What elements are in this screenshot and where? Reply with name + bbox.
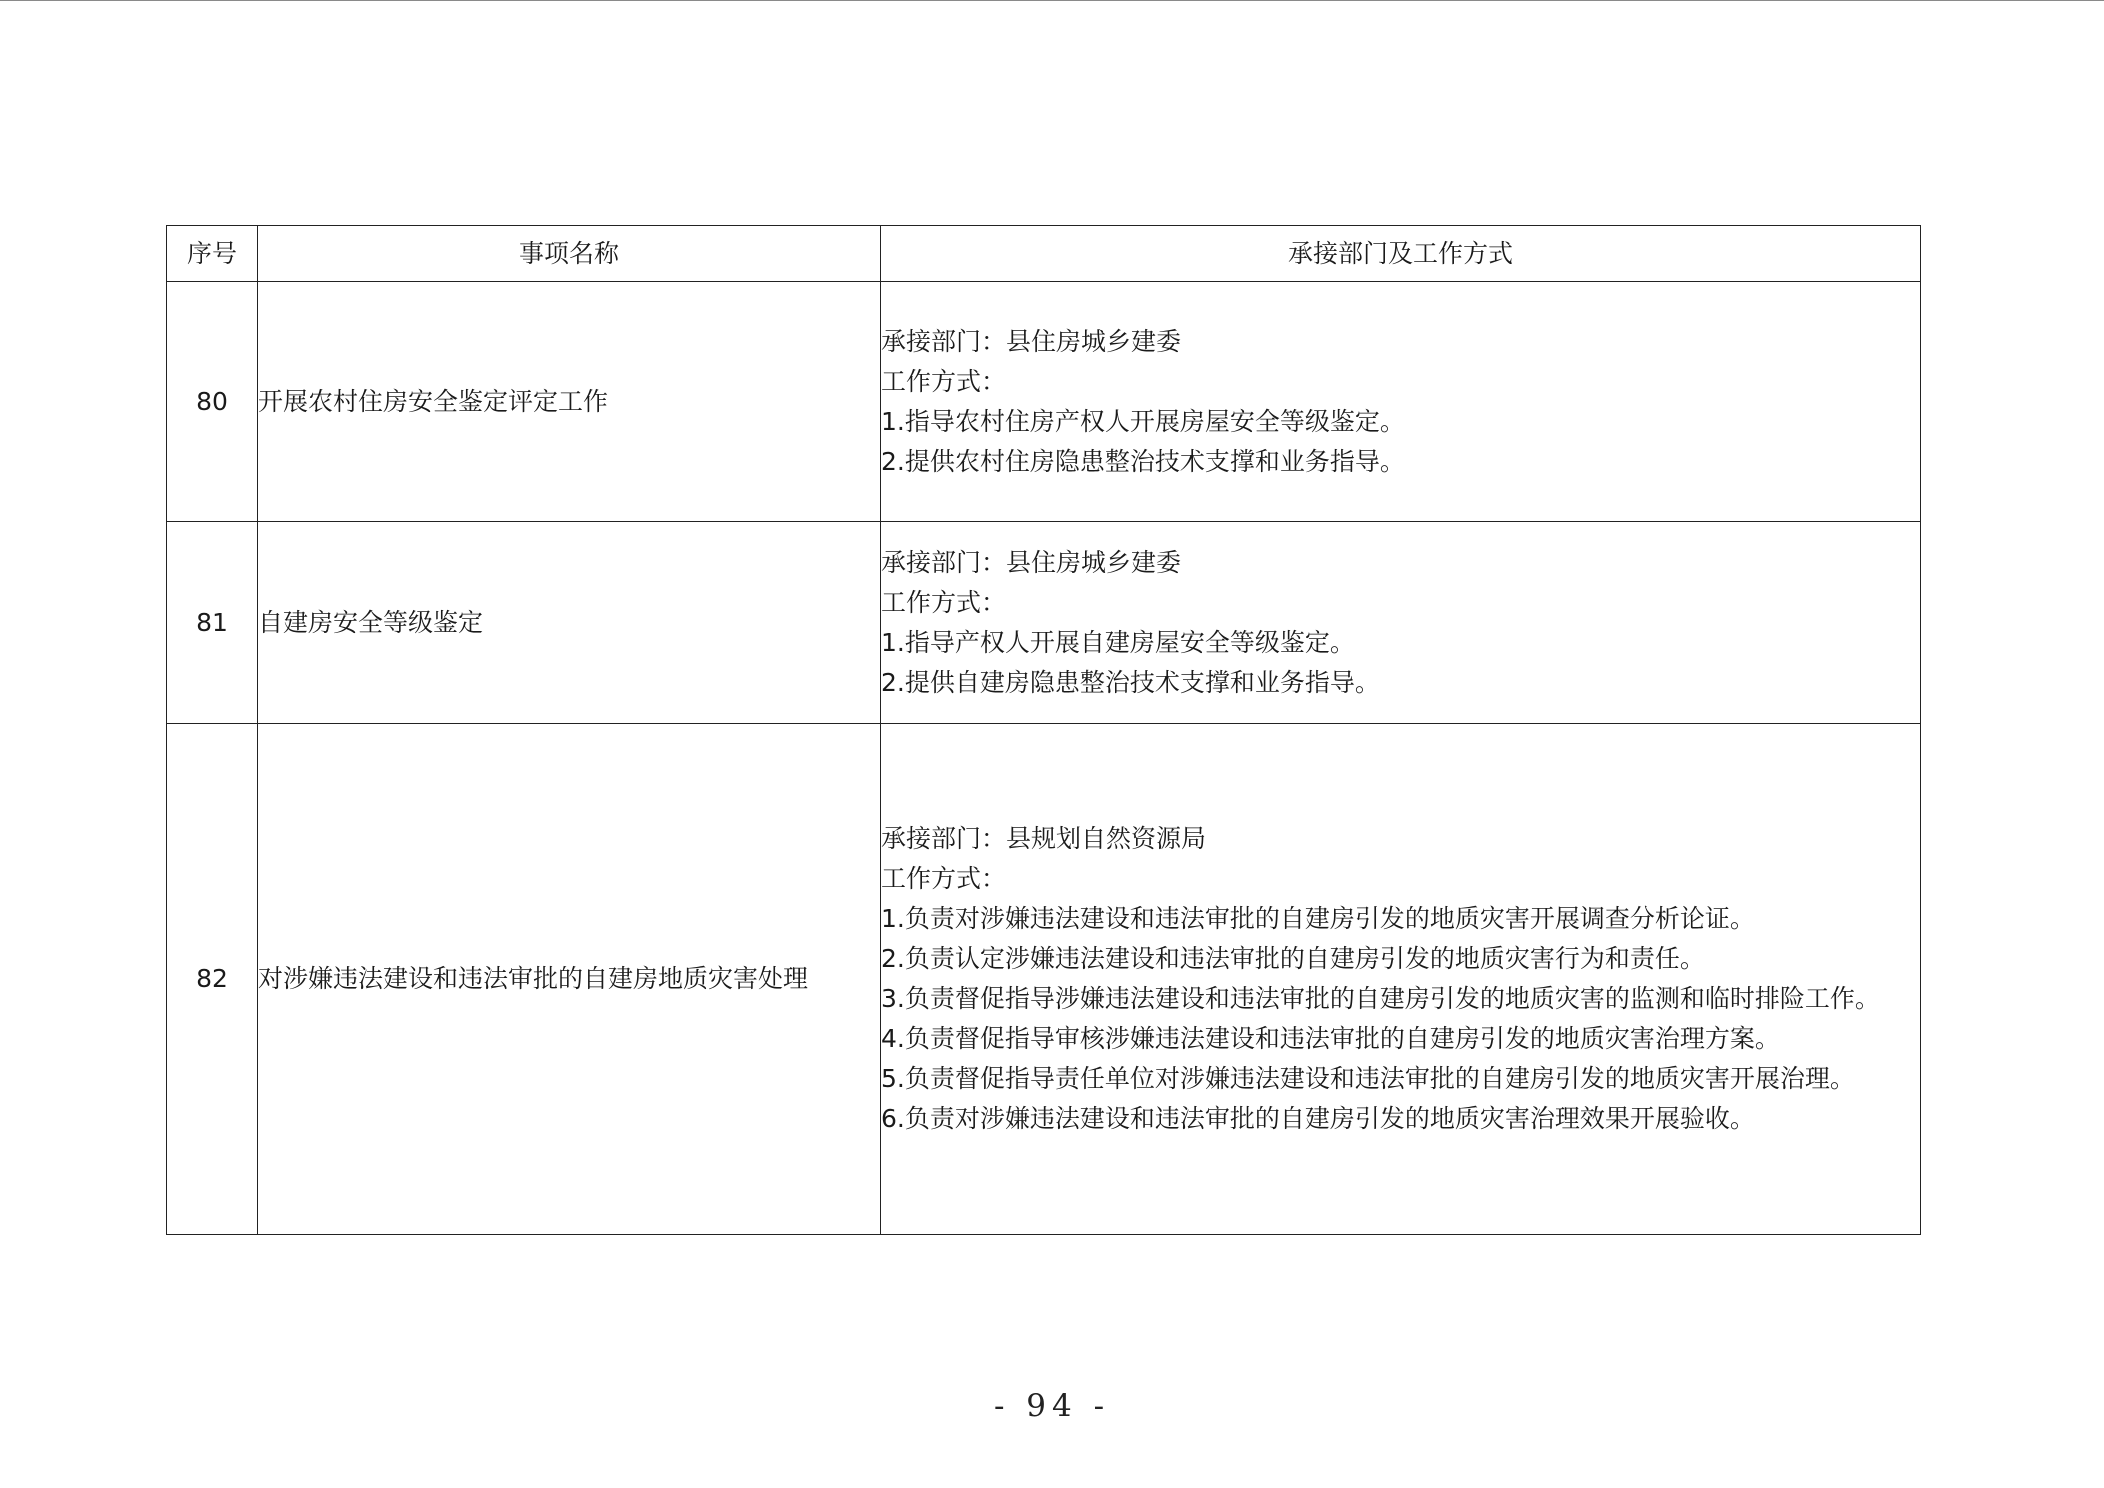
method-step: 5.负责督促指导责任单位对涉嫌违法建设和违法审批的自建房引发的地质灾害开展治理。 [881,1064,1855,1093]
header-no: 序号 [167,226,258,282]
item-name: 对涉嫌违法建设和违法审批的自建房地质灾害处理 [258,724,881,1235]
method-step: 6.负责对涉嫌违法建设和违法审批的自建房引发的地质灾害治理效果开展验收。 [881,1104,1755,1133]
page-number: - 94 - [993,1388,1111,1424]
item-name: 自建房安全等级鉴定 [258,522,881,724]
method-label: 工作方式： [881,587,1007,617]
table-row [167,522,1921,724]
row-number: 81 [167,522,258,724]
method-label: 工作方式： [881,864,1007,893]
method-step: 2.提供农村住房隐患整治技术支撑和业务指导。 [881,446,1405,476]
method-step: 4.负责督促指导审核涉嫌违法建设和违法审批的自建房引发的地质灾害治理方案。 [881,1024,1780,1053]
item-name: 开展农村住房安全鉴定评定工作 [258,282,881,522]
items-table [166,225,1921,1235]
row-number: 80 [167,282,258,522]
dept-method-cell [881,522,1921,724]
header-item-name: 事项名称 [258,226,881,282]
dept-line: 承接部门：县住房城乡建委 [881,326,1182,356]
header-dept-method: 承接部门及工作方式 [881,226,1921,282]
dept-method-cell [881,282,1921,522]
method-step: 3.负责督促指导涉嫌违法建设和违法审批的自建房引发的地质灾害的监测和临时排险工作。 [881,984,1880,1013]
table-row [167,282,1921,522]
method-step: 2.负责认定涉嫌违法建设和违法审批的自建房引发的地质灾害行为和责任。 [881,944,1705,973]
method-step: 1.指导农村住房产权人开展房屋安全等级鉴定。 [881,406,1405,436]
method-label: 工作方式： [881,366,1007,396]
table-header-row [167,226,1921,282]
dept-line: 承接部门：县规划自然资源局 [881,824,1207,853]
dept-method-cell [881,724,1921,1235]
method-step: 2.提供自建房隐患整治技术支撑和业务指导。 [881,667,1380,697]
dept-line: 承接部门：县住房城乡建委 [881,547,1182,577]
method-step: 1.指导产权人开展自建房屋安全等级鉴定。 [881,627,1355,657]
top-border-line [0,0,2104,1]
method-step: 1.负责对涉嫌违法建设和违法审批的自建房引发的地质灾害开展调查分析论证。 [881,904,1755,933]
row-number: 82 [167,724,258,1235]
table-row [167,724,1921,1235]
